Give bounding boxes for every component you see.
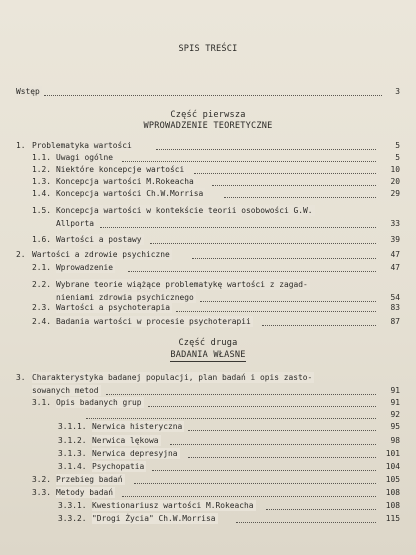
toc-entry — [0, 205, 416, 216]
leader-dots — [100, 226, 376, 228]
leader-dots — [212, 184, 376, 186]
toc-entry — [0, 249, 416, 260]
leader-dots — [86, 417, 376, 419]
toc-entry-label: Problematyka wartości — [32, 141, 132, 150]
leader-dots — [122, 495, 376, 497]
toc-entry-number: 1.3. — [32, 177, 52, 186]
toc-entry — [0, 140, 416, 151]
toc-entry-page: 33 — [390, 219, 400, 228]
leader-dots — [148, 405, 376, 407]
part-subheading: BADANIA WŁASNE — [170, 350, 246, 360]
toc-entry-label: Psychopatia — [92, 462, 145, 471]
leader-dots — [224, 196, 376, 198]
toc-entry-page: 105 — [385, 475, 400, 484]
leader-dots — [176, 310, 376, 312]
toc-entry-number: 2. — [16, 250, 26, 259]
leader-dots — [150, 242, 376, 244]
toc-entry-label: Koncepcja wartości w kontekście teorii osobowości G.W. — [56, 206, 313, 215]
leader-dots — [262, 324, 376, 326]
toc-entry-number: 2.3. — [32, 303, 52, 312]
toc-entry-label: Koncepcja wartości M.Rokeacha — [56, 177, 194, 186]
toc-entry-page: 104 — [385, 462, 400, 471]
toc-entry — [0, 262, 416, 273]
toc-entry-page: 98 — [390, 436, 400, 445]
toc-entry-label: Wstęp — [16, 87, 40, 96]
toc-entry-label: Nerwica depresyjna — [92, 449, 178, 458]
toc-entry-page: 108 — [385, 501, 400, 510]
toc-entry — [0, 513, 416, 524]
toc-entry-label: Wartości a psychoterapia — [56, 303, 171, 312]
leader-dots — [44, 94, 382, 96]
toc-entry-number: 3.1. — [32, 398, 52, 407]
toc-entry-label: Nerwica lękowa — [92, 436, 159, 445]
toc-entry-label: Wprowadzenie — [56, 263, 114, 272]
toc-entry — [0, 279, 416, 290]
toc-entry-page: 3 — [395, 87, 400, 96]
toc-entry-number: 1.1. — [32, 153, 52, 162]
toc-entry — [0, 487, 416, 498]
leader-dots — [128, 270, 376, 272]
leader-dots — [106, 393, 376, 395]
toc-entry-number: 1.5. — [32, 206, 52, 215]
toc-entry-number: 2.4. — [32, 317, 52, 326]
leader-dots — [152, 469, 376, 471]
toc-entry-label: Metody badań — [56, 488, 114, 497]
toc-entry-number: 1.6. — [32, 235, 52, 244]
toc-entry — [0, 474, 416, 485]
leader-dots — [188, 456, 376, 458]
toc-entry — [0, 234, 416, 245]
toc-entry-page: 47 — [390, 263, 400, 272]
toc-entry-label: Przebieg badań — [56, 475, 123, 484]
toc-entry-page: 92 — [390, 410, 400, 419]
toc-entry-label: Koncepcja wartości Ch.W.Morrisa — [56, 189, 204, 198]
part-subheading: WPROWADZENIE TEORETYCZNE — [143, 121, 273, 131]
leader-dots — [194, 172, 376, 174]
leader-dots — [266, 508, 376, 510]
toc-entry-page: 20 — [390, 177, 400, 186]
leader-dots — [122, 160, 376, 162]
toc-entry-number: 3.1.3. — [58, 449, 87, 458]
toc-entry-label: Badania wartości w procesie psychoterapii — [56, 317, 251, 326]
toc-entry — [0, 500, 416, 511]
toc-entry-number: 2.1. — [32, 263, 52, 272]
toc-entry — [0, 316, 416, 327]
toc-entry-label: Niektóre koncepcje wartości — [56, 165, 185, 174]
toc-entry-label-continued: Allporta — [56, 219, 95, 228]
toc-entry-intro — [0, 86, 416, 97]
leader-dots — [170, 443, 376, 445]
toc-entry-page: 5 — [395, 153, 400, 162]
toc-entry — [0, 302, 416, 313]
toc-entry-page: 115 — [385, 514, 400, 523]
toc-entry-number: 1. — [16, 141, 26, 150]
toc-entry — [0, 435, 416, 446]
toc-entry-number: 2.2. — [32, 280, 52, 289]
toc-entry-label: Uwagi ogólne — [56, 153, 114, 162]
toc-entry-number: 3.3. — [32, 488, 52, 497]
toc-entry-page: 108 — [385, 488, 400, 497]
toc-entry-label: "Drogi Życia" Ch.W.Morrisa — [92, 514, 216, 523]
toc-entry-page: 47 — [390, 250, 400, 259]
part-heading: Część druga — [178, 338, 238, 348]
toc-entry-label-continued: nieniami zdrowia psychicznego — [56, 293, 194, 302]
toc-entry-number: 3.1.1. — [58, 422, 87, 431]
toc-entry-page: 95 — [390, 422, 400, 431]
toc-entry-page: 54 — [390, 293, 400, 302]
page-title: SPIS TREŚCI — [178, 44, 238, 54]
leader-dots — [188, 429, 376, 431]
toc-entry-label: Opis badanych grup — [56, 398, 142, 407]
toc-entry-number: 1.2. — [32, 165, 52, 174]
toc-entry-continuation — [0, 218, 416, 229]
toc-entry — [0, 152, 416, 163]
toc-entry — [0, 188, 416, 199]
toc-entry-number: 3. — [16, 373, 26, 382]
toc-entry — [0, 448, 416, 459]
toc-entry — [0, 176, 416, 187]
toc-entry-page: 87 — [390, 317, 400, 326]
toc-entry-page: 83 — [390, 303, 400, 312]
toc-entry-label: Charakterystyka badanej populacji, plan badań i opis zasto- — [32, 373, 313, 382]
toc-entry-number: 3.1.2. — [58, 436, 87, 445]
toc-entry-number: 3.1.4. — [58, 462, 87, 471]
toc-entry-page: 10 — [390, 165, 400, 174]
toc-entry-label-continued: sowanych metod — [32, 386, 99, 395]
toc-entry-page: 39 — [390, 235, 400, 244]
toc-entry-number: 3.3.1. — [58, 501, 87, 510]
toc-entry — [0, 164, 416, 175]
toc-entry — [0, 397, 416, 408]
leader-dots — [236, 521, 376, 523]
toc-entry — [0, 421, 416, 432]
leader-dots — [156, 148, 376, 150]
leader-dots — [134, 482, 376, 484]
toc-entry — [0, 461, 416, 472]
toc-entry-page: 29 — [390, 189, 400, 198]
toc-entry-stray-page — [0, 409, 416, 420]
toc-entry-page: 91 — [390, 398, 400, 407]
toc-entry-number: 1.4. — [32, 189, 52, 198]
part-heading: Część pierwsza — [170, 110, 246, 120]
toc-entry-label: Wartości a postawy — [56, 235, 142, 244]
leader-dots — [192, 257, 376, 259]
toc-entry — [0, 372, 416, 383]
toc-entry-page: 101 — [385, 449, 400, 458]
toc-entry-number: 3.2. — [32, 475, 52, 484]
toc-entry-page: 91 — [390, 386, 400, 395]
toc-entry-label: Kwestionariusz wartości M.Rokeacha — [92, 501, 254, 510]
toc-entry-label: Nerwica histeryczna — [92, 422, 183, 431]
toc-entry-label: Wybrane teorie wiążące problematykę wartości z zagad- — [56, 280, 308, 289]
toc-entry-label: Wartości a zdrowie psychiczne — [32, 250, 170, 259]
toc-entry-number: 3.3.2. — [58, 514, 87, 523]
toc-entry-page: 5 — [395, 141, 400, 150]
toc-entry-continuation — [0, 385, 416, 396]
